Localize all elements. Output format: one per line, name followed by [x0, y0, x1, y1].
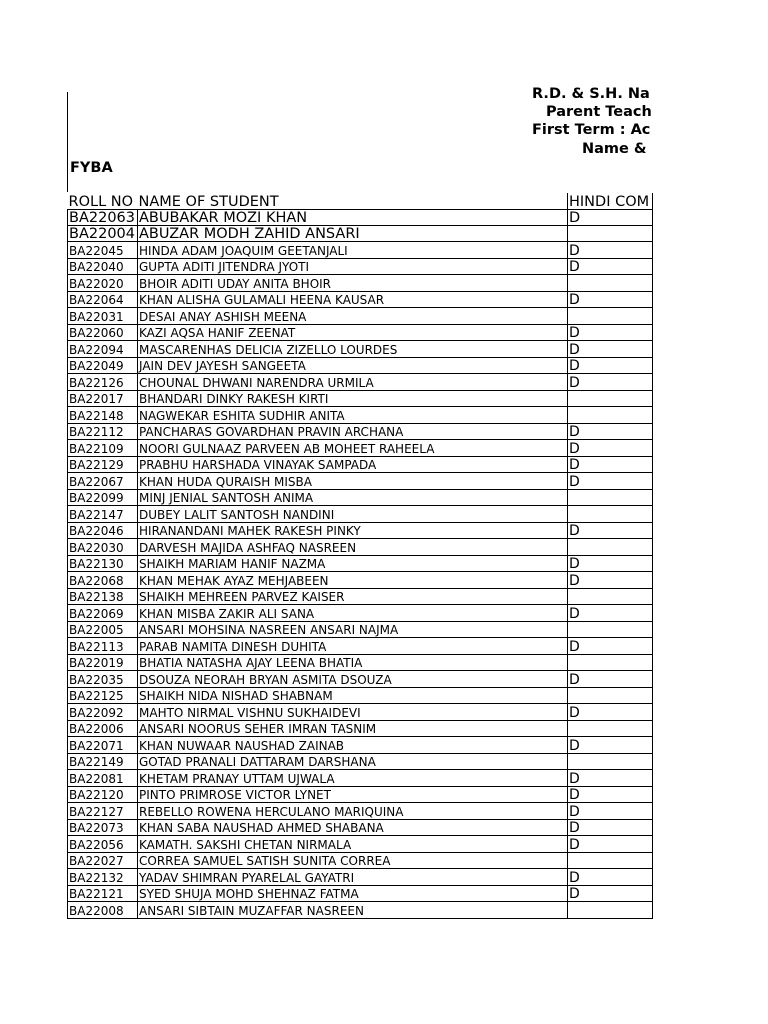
hindi-com-cell — [568, 226, 653, 242]
roll-no-cell: BA22094 — [68, 341, 138, 358]
table-row — [68, 819, 653, 836]
hindi-com-cell: D — [568, 258, 653, 275]
roll-no-cell: BA22031 — [68, 308, 138, 325]
table-row — [68, 258, 653, 275]
student-name-cell: BHANDARI DINKY RAKESH KIRTI — [138, 390, 568, 407]
hindi-com-cell — [568, 687, 653, 704]
table-row — [68, 687, 653, 704]
student-name-cell: DSOUZA NEORAH BRYAN ASMITA DSOUZA — [138, 671, 568, 688]
hindi-com-cell: D — [568, 210, 653, 226]
table-row — [68, 407, 653, 424]
student-name-cell: NAGWEKAR ESHITA SUDHIR ANITA — [138, 407, 568, 424]
column-header-student-name: NAME OF STUDENT — [138, 193, 568, 210]
student-name-cell: KAZI AQSA HANIF ZEENAT — [138, 324, 568, 341]
table-row — [68, 423, 653, 440]
roll-no-cell: BA22045 — [68, 242, 138, 259]
student-name-cell: BHATIA NATASHA AJAY LEENA BHATIA — [138, 654, 568, 671]
roll-no-cell: BA22149 — [68, 753, 138, 770]
report-header — [420, 86, 652, 162]
student-name-cell: KHAN NUWAAR NAUSHAD ZAINAB — [138, 737, 568, 754]
student-name-cell: SHAIKH MEHREEN PARVEZ KAISER — [138, 588, 568, 605]
header-line-college: R.D. & S.H. Na — [532, 86, 650, 102]
roll-no-cell: BA22121 — [68, 885, 138, 902]
hindi-com-cell: D — [568, 324, 653, 341]
table-row — [68, 885, 653, 902]
hindi-com-cell: D — [568, 522, 653, 539]
roll-no-cell: BA22020 — [68, 275, 138, 292]
student-name-cell: KHETAM PRANAY UTTAM UJWALA — [138, 770, 568, 787]
roll-no-cell: BA22071 — [68, 737, 138, 754]
header-line-meeting: Parent Teach — [546, 104, 652, 120]
table-row — [68, 489, 653, 506]
roll-no-cell: BA22081 — [68, 770, 138, 787]
student-name-cell: PRABHU HARSHADA VINAYAK SAMPADA — [138, 456, 568, 473]
roll-no-cell: BA22138 — [68, 588, 138, 605]
student-name-cell: ABUBAKAR MOZI KHAN — [138, 210, 568, 226]
hindi-com-cell — [568, 275, 653, 292]
table-row — [68, 357, 653, 374]
student-name-cell: MINJ JENIAL SANTOSH ANIMA — [138, 489, 568, 506]
student-name-cell: BHOIR ADITI UDAY ANITA BHOIR — [138, 275, 568, 292]
hindi-com-cell — [568, 308, 653, 325]
student-name-cell: PINTO PRIMROSE VICTOR LYNET — [138, 786, 568, 803]
roll-no-cell: BA22017 — [68, 390, 138, 407]
table-row — [68, 720, 653, 737]
table-row — [68, 902, 653, 919]
table-row — [68, 291, 653, 308]
hindi-com-cell — [568, 654, 653, 671]
table-row — [68, 605, 653, 622]
header-line-term: First Term : Ac — [532, 122, 651, 138]
table-row — [68, 638, 653, 655]
roll-no-cell: BA22035 — [68, 671, 138, 688]
hindi-com-cell: D — [568, 555, 653, 572]
student-name-cell: SHAIKH NIDA NISHAD SHABNAM — [138, 687, 568, 704]
roll-no-cell: BA22099 — [68, 489, 138, 506]
roll-no-cell: BA22112 — [68, 423, 138, 440]
hindi-com-cell: D — [568, 242, 653, 259]
table-row — [68, 341, 653, 358]
table-row — [68, 506, 653, 523]
roll-no-cell: BA22113 — [68, 638, 138, 655]
roll-no-cell: BA22005 — [68, 621, 138, 638]
roll-no-cell: BA22109 — [68, 440, 138, 457]
hindi-com-cell — [568, 720, 653, 737]
table-row — [68, 654, 653, 671]
student-name-cell: KHAN ALISHA GULAMALI HEENA KAUSAR — [138, 291, 568, 308]
hindi-com-cell: D — [568, 456, 653, 473]
student-name-cell: JAIN DEV JAYESH SANGEETA — [138, 357, 568, 374]
roll-no-cell: BA22040 — [68, 258, 138, 275]
roll-no-cell: BA22027 — [68, 852, 138, 869]
hindi-com-cell — [568, 852, 653, 869]
table-row — [68, 210, 653, 226]
roll-no-cell: BA22067 — [68, 473, 138, 490]
column-header-roll-no: ROLL NO — [68, 193, 138, 210]
roll-no-cell: BA22008 — [68, 902, 138, 919]
roll-no-cell: BA22147 — [68, 506, 138, 523]
table-row — [68, 226, 653, 242]
roll-no-cell: BA22129 — [68, 456, 138, 473]
table-row — [68, 440, 653, 457]
table-row — [68, 803, 653, 820]
student-name-cell: KAMATH. SAKSHI CHETAN NIRMALA — [138, 836, 568, 853]
hindi-com-cell — [568, 902, 653, 919]
table-row — [68, 786, 653, 803]
table-row — [68, 324, 653, 341]
roll-no-cell: BA22132 — [68, 869, 138, 886]
student-name-cell: KHAN MEHAK AYAZ MEHJABEEN — [138, 572, 568, 589]
roll-no-cell: BA22130 — [68, 555, 138, 572]
hindi-com-cell — [568, 539, 653, 556]
student-name-cell: HIRANANDANI MAHEK RAKESH PINKY — [138, 522, 568, 539]
hindi-com-cell: D — [568, 836, 653, 853]
table-row — [68, 671, 653, 688]
student-name-cell: KHAN SABA NAUSHAD AHMED SHABANA — [138, 819, 568, 836]
student-name-cell: CHOUNAL DHWANI NARENDRA URMILA — [138, 374, 568, 391]
student-name-cell: CORREA SAMUEL SATISH SUNITA CORREA — [138, 852, 568, 869]
roll-no-cell: BA22030 — [68, 539, 138, 556]
roll-no-cell: BA22056 — [68, 836, 138, 853]
table-row — [68, 869, 653, 886]
student-name-cell: DUBEY LALIT SANTOSH NANDINI — [138, 506, 568, 523]
student-name-cell: KHAN HUDA QURAISH MISBA — [138, 473, 568, 490]
roll-no-cell: BA22064 — [68, 291, 138, 308]
student-roll-table — [67, 193, 653, 919]
hindi-com-cell: D — [568, 572, 653, 589]
hindi-com-cell — [568, 506, 653, 523]
roll-no-cell: BA22046 — [68, 522, 138, 539]
student-name-cell: HINDA ADAM JOAQUIM GEETANJALI — [138, 242, 568, 259]
roll-no-cell: BA22073 — [68, 819, 138, 836]
student-name-cell: PANCHARAS GOVARDHAN PRAVIN ARCHANA — [138, 423, 568, 440]
table-row — [68, 852, 653, 869]
roll-no-cell: BA22120 — [68, 786, 138, 803]
hindi-com-cell: D — [568, 770, 653, 787]
table-row — [68, 374, 653, 391]
hindi-com-cell — [568, 489, 653, 506]
student-name-cell: ANSARI NOORUS SEHER IMRAN TASNIM — [138, 720, 568, 737]
hindi-com-cell — [568, 390, 653, 407]
hindi-com-cell: D — [568, 440, 653, 457]
hindi-com-cell: D — [568, 374, 653, 391]
table-row — [68, 621, 653, 638]
hindi-com-cell: D — [568, 423, 653, 440]
roll-no-cell: BA22006 — [68, 720, 138, 737]
roll-no-cell: BA22125 — [68, 687, 138, 704]
hindi-com-cell — [568, 753, 653, 770]
roll-no-cell: BA22092 — [68, 704, 138, 721]
hindi-com-cell: D — [568, 885, 653, 902]
student-name-cell: YADAV SHIMRAN PYARELAL GAYATRI — [138, 869, 568, 886]
table-row — [68, 588, 653, 605]
class-label: FYBA — [70, 160, 113, 176]
hindi-com-cell: D — [568, 605, 653, 622]
roll-no-cell: BA22063 — [68, 210, 138, 226]
table-row — [68, 456, 653, 473]
student-name-cell: MASCARENHAS DELICIA ZIZELLO LOURDES — [138, 341, 568, 358]
hindi-com-cell — [568, 621, 653, 638]
roll-no-cell: BA22148 — [68, 407, 138, 424]
student-name-cell: GOTAD PRANALI DATTARAM DARSHANA — [138, 753, 568, 770]
table-row — [68, 555, 653, 572]
table-row — [68, 242, 653, 259]
table-row — [68, 473, 653, 490]
roll-no-cell: BA22068 — [68, 572, 138, 589]
student-name-cell: ANSARI SIBTAIN MUZAFFAR NASREEN — [138, 902, 568, 919]
table-row — [68, 770, 653, 787]
hindi-com-cell: D — [568, 341, 653, 358]
table-row — [68, 753, 653, 770]
hindi-com-cell: D — [568, 786, 653, 803]
student-name-cell: MAHTO NIRMAL VISHNU SUKHAIDEVI — [138, 704, 568, 721]
hindi-com-cell: D — [568, 819, 653, 836]
table-header-row — [68, 193, 653, 210]
roll-no-cell: BA22019 — [68, 654, 138, 671]
hindi-com-cell: D — [568, 803, 653, 820]
student-name-cell: REBELLO ROWENA HERCULANO MARIQUINA — [138, 803, 568, 820]
hindi-com-cell — [568, 588, 653, 605]
header-line-name: Name & — [582, 141, 647, 157]
student-name-cell: ABUZAR MODH ZAHID ANSARI — [138, 226, 568, 242]
table-row — [68, 522, 653, 539]
hindi-com-cell: D — [568, 869, 653, 886]
student-name-cell: DARVESH MAJIDA ASHFAQ NASREEN — [138, 539, 568, 556]
roll-no-cell: BA22126 — [68, 374, 138, 391]
table-row — [68, 836, 653, 853]
table-row — [68, 390, 653, 407]
hindi-com-cell: D — [568, 357, 653, 374]
roll-no-cell: BA22060 — [68, 324, 138, 341]
table-row — [68, 539, 653, 556]
hindi-com-cell — [568, 407, 653, 424]
table-row — [68, 704, 653, 721]
hindi-com-cell: D — [568, 737, 653, 754]
student-name-cell: PARAB NAMITA DINESH DUHITA — [138, 638, 568, 655]
student-name-cell: SHAIKH MARIAM HANIF NAZMA — [138, 555, 568, 572]
student-name-cell: ANSARI MOHSINA NASREEN ANSARI NAJMA — [138, 621, 568, 638]
hindi-com-cell: D — [568, 704, 653, 721]
hindi-com-cell: D — [568, 291, 653, 308]
hindi-com-cell: D — [568, 671, 653, 688]
roll-no-cell: BA22069 — [68, 605, 138, 622]
student-name-cell: GUPTA ADITI JITENDRA JYOTI — [138, 258, 568, 275]
table-row — [68, 737, 653, 754]
student-name-cell: DESAI ANAY ASHISH MEENA — [138, 308, 568, 325]
student-name-cell: KHAN MISBA ZAKIR ALI SANA — [138, 605, 568, 622]
hindi-com-cell: D — [568, 638, 653, 655]
column-header-hindi-com: HINDI COM — [568, 193, 653, 210]
left-border-rule — [67, 92, 68, 192]
roll-no-cell: BA22127 — [68, 803, 138, 820]
roll-no-cell: BA22004 — [68, 226, 138, 242]
student-name-cell: NOORI GULNAAZ PARVEEN AB MOHEET RAHEELA — [138, 440, 568, 457]
table-row — [68, 572, 653, 589]
table-row — [68, 308, 653, 325]
student-name-cell: SYED SHUJA MOHD SHEHNAZ FATMA — [138, 885, 568, 902]
table-row — [68, 275, 653, 292]
roll-no-cell: BA22049 — [68, 357, 138, 374]
hindi-com-cell: D — [568, 473, 653, 490]
